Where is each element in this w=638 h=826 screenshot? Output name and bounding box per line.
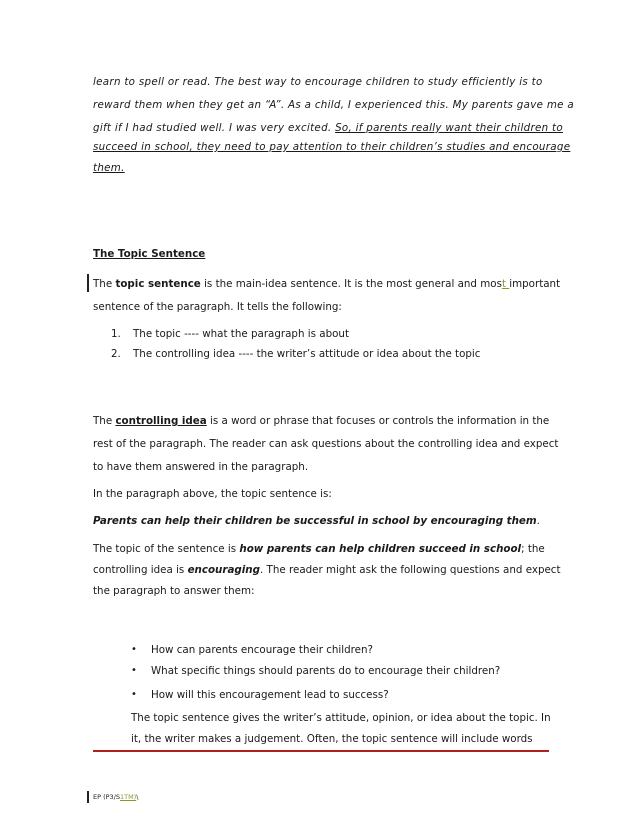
inserted-text: t [501,278,510,290]
numbered-item-1-number: 1. [111,328,121,340]
bullet-icon: • [131,644,137,655]
topic-para-line2-start: controlling idea is [93,564,188,576]
controlling-idea-line1-rest: is a word or phrase that focuses or controls the information in the [206,415,550,427]
footer-trailing: \ [136,793,139,801]
controlling-idea-line1 [93,414,549,428]
topic-phrase: how parents can help children succeed in school [239,543,522,555]
footer-rule [93,750,549,752]
topic-sentence-term: topic sentence [115,278,201,290]
example-sentence-period: . [536,515,540,527]
question-3: How will this encouragement lead to success? [151,689,389,701]
topic-para-line2 [93,563,561,577]
question-1: How can parents encourage their children? [151,644,373,656]
definition-line2: sentence of the paragraph. It tells the following: [93,301,342,313]
topic-para-line3: the paragraph to answer them: [93,585,255,597]
paragraph1-line3-underlined: So, if parents really want their children to [335,122,563,134]
controlling-idea-line1-start: The [93,415,116,427]
definition-line1-middle: is the main-idea sentence. It is the most general and mos [200,278,502,290]
paragraph1-line3 [93,121,563,135]
topic-para-line2-end: . The reader might ask the following questions and expect [260,564,561,576]
revision-bar [87,274,89,292]
paragraph1-line4: succeed in school, they need to pay attention to their children’s studies and encourage [93,141,571,153]
paragraph1-line3-plain: gift if I had studied well. I was very excited. [93,122,336,134]
controlling-idea-line2: rest of the paragraph. The reader can ask questions about the controlling idea and expect [93,438,559,450]
numbered-item-2-number: 2. [111,348,121,360]
paragraph1-line1: learn to spell or read. The best way to encourage children to study efficiently is to [93,76,543,88]
example-sentence [93,514,540,528]
controlling-idea-term: controlling idea [115,415,207,427]
footer-revision-bar [87,791,89,803]
footer [93,793,138,802]
intro-line: In the paragraph above, the topic sentence is: [93,488,332,500]
controlling-idea-line3: to have them answered in the paragraph. [93,461,309,473]
numbered-item-1-text: The topic ---- what the paragraph is about [133,328,349,340]
example-sentence-text: Parents can help their children be successful in school by encouraging them [93,515,537,527]
footer-text: EP (P3/S [93,793,120,801]
closing-line2: it, the writer makes a judgement. Often, the topic sentence will include words [131,733,533,745]
closing-line1: The topic sentence gives the writer’s attitude, opinion, or idea about the topic. In [131,712,551,724]
footer-inserted-text: 1TM) [120,793,137,801]
topic-para-line1-start: The topic of the sentence is [93,543,240,555]
definition-line1-end: important [509,278,561,290]
section-heading: The Topic Sentence [93,248,206,260]
paragraph1-line5: them. [93,162,125,174]
question-2: What specific things should parents do to encourage their children? [151,665,501,677]
paragraph1-line2: reward them when they get an “A”. As a child, I experienced this. My parents gave me a [93,99,574,111]
bullet-icon: • [131,689,137,700]
bullet-icon: • [131,665,137,676]
controlling-word: encouraging [187,564,261,576]
topic-para-line1 [93,542,545,556]
definition-line1 [93,277,560,291]
numbered-item-2-text: The controlling idea ---- the writer’s attitude or idea about the topic [133,348,481,360]
definition-line1-start: The [93,278,116,290]
topic-para-line1-end: ; the [521,543,545,555]
